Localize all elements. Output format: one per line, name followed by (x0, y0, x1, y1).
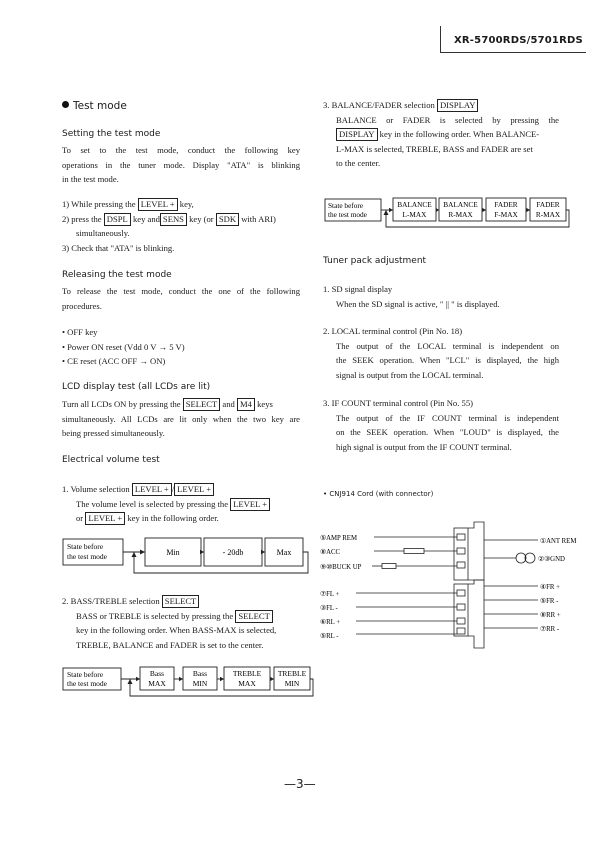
releasing-paragraph: To release the test mode, conduct the one of the following procedures. (62, 286, 300, 311)
flow3-state-line1: State before (328, 201, 364, 210)
tuner-item-2: 2. LOCAL terminal control (Pin No. 18) The output of the LOCAL terminal is independent on the SEEK operation. When "LCL" is displayed, the high signal is output from the LOCAL terminal. (323, 326, 559, 380)
balance-fader-step3: 3. BALANCE/FADER selection DISPLAY BALANCE or FADER is selected by pressing the DISPLAY key in the following order. When BALANCE- L-MAX is selected, TREBLE, BASS and FADER are set to the center. (323, 100, 559, 168)
cord-caption: • CNJ914 Cord (with connector) (323, 490, 434, 498)
lcd-paragraph: Turn all LCDs ON by pressing the SELECT and M4 keys simultaneously. All LCDs are lit only when the two key are being pressed simultaneously. (62, 399, 300, 438)
tuner-item-1: 1. SD signal display When the SD signal is active, " || " is displayed. (323, 284, 500, 309)
pin-amp-rem: ⑤AMP REM (320, 535, 358, 542)
setting-steps: 1) While pressing the LEVEL + key, 2) press the DSPL key and SENS key (or SDK with ARI) simultaneously. 3) Check that "ATA" is blinking. (62, 199, 276, 253)
tuner-item-3: 3. IF COUNT terminal control (Pin No. 55) The output of the IF COUNT terminal is independent on the SEEK operation. When "LOUD" is displayed, the high signal is output from the IF COUNT terminal. (323, 398, 559, 452)
flow2-bass-max-1: Bass (149, 669, 165, 678)
pin-rl-plus: ⑥RL + (320, 619, 341, 626)
pin-acc: ⑧ACC (320, 549, 341, 556)
dspl-key: DSPL (104, 213, 131, 226)
releasing-title: Releasing the test mode (62, 270, 172, 280)
setting-paragraph: To set to the test mode, conduct the following key operations in the tuner mode. Display "ATA" is blinking in the test mode. (62, 145, 300, 184)
flow3-fader-f-1: FADER (494, 200, 518, 209)
lcd-title: LCD display test (all LCDs are lit) (62, 382, 211, 392)
flow2-treble-min-1: TREBLE (277, 669, 307, 678)
pin-fl-minus: ③FL - (320, 605, 338, 612)
flow2-treble-max-2: MAX (238, 679, 256, 688)
volume-flow-diagram (60, 533, 310, 583)
page-number: —3— (284, 777, 316, 791)
model-title: XR-5700RDS/5701RDS (454, 35, 583, 46)
pin-fr-minus: ⑤FR - (540, 598, 559, 605)
flow3-balance-l-2: L-MAX (402, 210, 427, 219)
balance-fader-flow-diagram (322, 193, 572, 235)
volume-step2: 2. BASS/TREBLE selection SELECT BASS or TREBLE is selected by pressing the SELECT key in the following order. When BASS-MAX is selected, TREBLE, BALANCE and FADER is set to the center. (62, 596, 277, 650)
display-key: DISPLAY (437, 99, 479, 112)
header-underline (440, 52, 586, 53)
flow1-max: Max (276, 548, 292, 557)
pin-buck-up: ⑨⑩BUCK UP (320, 564, 362, 571)
flow2-bass-max-2: MAX (148, 679, 166, 688)
flow1-min: Min (166, 548, 180, 557)
pin-rl-minus: ⑤RL - (320, 633, 339, 640)
level-plus-key: LEVEL + (138, 198, 178, 211)
volume-title: Electrical volume test (62, 455, 160, 465)
volume-step1: 1. Volume selection LEVEL + / LEVEL + The volume level is selected by pressing the LEVEL + or LEVEL + key in the following order. (62, 482, 307, 526)
pin-rr-minus: ⑦RR - (540, 626, 560, 633)
bass-treble-flow-diagram (60, 664, 315, 704)
sens-key: SENS (160, 213, 187, 226)
flow3-fader-r-1: FADER (536, 200, 560, 209)
flow2-bass-min-1: Bass (192, 669, 208, 678)
m4-key: M4 (237, 398, 255, 411)
cord-wiring-diagram (316, 520, 596, 655)
flow1-state-line2: the test mode (67, 552, 107, 561)
flow1-minus20db: - 20db (222, 548, 244, 557)
flow2-bass-min-2: MIN (192, 679, 208, 688)
pin-gnd: ②③GND (538, 556, 565, 563)
flow3-state-line2: the test mode (328, 210, 367, 219)
pin-fr-plus: ④FR + (540, 584, 560, 591)
sdk-key: SDK (216, 213, 239, 226)
flow2-state-line2: the test mode (67, 679, 107, 688)
flow3-fader-r-2: R-MAX (535, 210, 561, 219)
flow3-fader-f-2: F-MAX (494, 210, 518, 219)
setting-title: Setting the test mode (62, 129, 161, 139)
flow3-balance-l-1: BALANCE (397, 200, 432, 209)
header-rule (440, 26, 441, 52)
flow3-balance-r-1: BALANCE (443, 200, 478, 209)
flow2-treble-min-2: MIN (284, 679, 300, 688)
flow1-state-line1: State before (67, 542, 104, 551)
flow3-balance-r-2: R-MAX (448, 210, 473, 219)
flow2-treble-max-1: TREBLE (232, 669, 262, 678)
tuner-pack-title: Tuner pack adjustment (323, 256, 427, 266)
test-mode-heading: Test mode (62, 100, 127, 112)
releasing-list: • OFF key • Power ON reset (Vdd 0 V → 5 V) • CE reset (ACC OFF → ON) (62, 327, 185, 366)
pin-ant-rem: ①ANT REM (540, 538, 577, 545)
pin-fl-plus: ⑦FL + (320, 591, 340, 598)
bullet-icon (62, 101, 69, 108)
flow2-state-line1: State before (67, 670, 104, 679)
pin-rr-plus: ⑧RR + (540, 612, 561, 619)
select-key: SELECT (183, 398, 221, 411)
